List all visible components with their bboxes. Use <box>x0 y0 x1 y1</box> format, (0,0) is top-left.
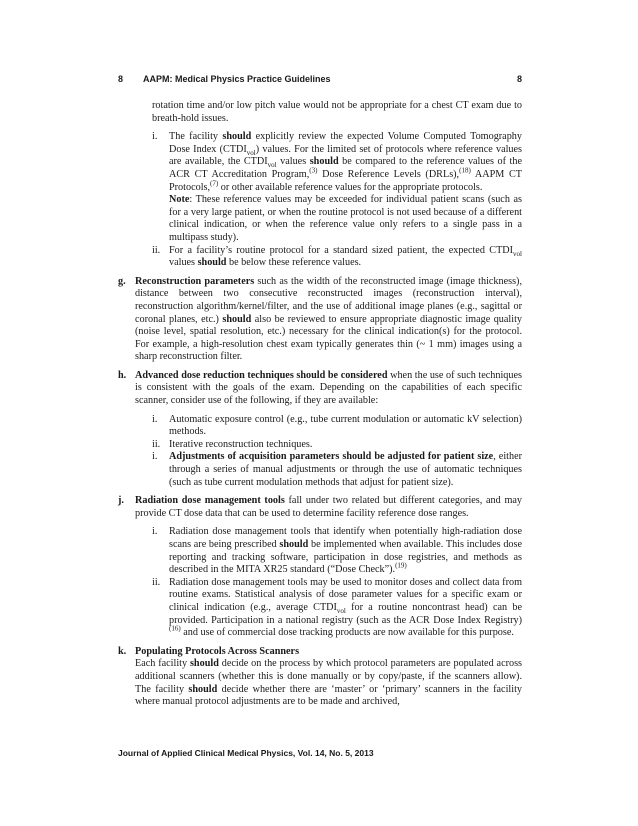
subitem-f-ii <box>118 245 522 270</box>
running-header <box>118 74 522 86</box>
paragraph: Each facility should decide on the process by which protocol parameters are populated across additional scanners (whether this is done manually or by copy/paste, if the scanners allow). The facility should decide whether there are ‘master’ or ‘primary’ scanners in the facility where manual protocol adjustments are to be made and archived, <box>135 658 523 708</box>
paragraph: Iterative reconstruction techniques. <box>169 438 313 450</box>
journal-footer: Journal of Applied Clinical Medical Physics, Vol. 14, No. 5, 2013 <box>118 748 374 758</box>
section-marker: g. <box>118 275 126 287</box>
marker: ii. <box>152 244 161 256</box>
paragraph: Radiation dose management tools may be used to monitor doses and collect data from routine exams. Statistical analysis of dose parameter values for a specific exam or clinical indication (e.g., average $CTDI_{vol}$ for a routine noncontrast head) can be provided. Participation in a national registry (such as the ACR Dose Index Registry)$^{(16)}$ and use of commercial dose tracking products are now available for this purpose. <box>169 576 522 639</box>
subitem-j-ii <box>135 577 522 640</box>
paragraph: The facility should explicitly review the expected Volume Computed Tomography Dose Index $(CTDI_{vol})$ values. For the limited set of protocols where reference values are available, the $CTDI_{vol}$ values should be compared to the reference values of the ACR CT Accreditation Program,$^{(3)}$ Dose Reference Levels (DRLs),$^{(18)}$ AAPM CT Protocols,$^{(7)}$ or other available reference values for the appropriate protocols. <box>169 131 522 193</box>
note-paragraph: Note: These reference values may be exceeded for individual patient scans (such as for a very large patient, or when the routine protocol is not used because of a different clinical indication, or when the reference value only refers to a single pass in a multipass study). <box>169 194 522 243</box>
section-heading: Populating Protocols Across Scanners <box>135 645 300 657</box>
section-j <box>118 495 522 640</box>
paragraph: For a facility’s routine protocol for a standard sized patient, the expected $CTDI_{vol}$ values should be below these reference values. <box>169 244 522 269</box>
subitem-h-2 <box>135 439 522 452</box>
marker: i. <box>152 451 158 463</box>
marker: i. <box>152 413 158 425</box>
subitem-f-i <box>118 131 522 244</box>
section-k <box>118 646 522 709</box>
paragraph: Advanced dose reduction techniques should be considered when the use of such techniques is consistent with the goals of the exam. Depending on the capabilities of each specific scanner, consider use of the following, if they are available: <box>135 369 522 407</box>
running-title: AAPM: Medical Physics Practice Guidelines <box>143 74 331 84</box>
section-marker: k. <box>118 645 127 657</box>
paragraph: Automatic exposure control (e.g., tube current modulation or automatic kV selection) methods. <box>169 413 522 438</box>
section-g <box>118 276 522 364</box>
marker: ii. <box>152 438 161 450</box>
section-h <box>118 370 522 489</box>
paragraph: Reconstruction parameters such as the width of the reconstructed image (image thickness), distance between two consecutive reconstructed images (reconstruction interval), reconstruction algorithm/kernel/filter, and the use of additional image planes (e.g., sagittal or coronal planes, etc.) should also be reviewed to ensure appropriate diagnostic image quality (noise level, spatial resolution, etc.) necessary for the clinical indication(s) for the protocol. For example, a high-resolution chest exam typically generates thin (~ 1 mm) images using a sharp reconstruction filter. <box>135 275 522 363</box>
page-number-left: 8 <box>118 74 124 84</box>
subitem-j-i <box>135 526 522 576</box>
page-number-right: 8 <box>516 74 522 84</box>
subitem-h-1 <box>135 414 522 439</box>
paragraph: Adjustments of acquisition parameters should be adjusted for patient size, either through a series of manual adjustments or through the use of automatic techniques (such as tube current modulation methods that adjust for patient size). <box>169 451 522 488</box>
paragraph: Radiation dose management tools that identify when potentially high-radiation dose scans are being prescribed should be implemented when available. This includes dose reporting and tracking software, participation in dose registries, and methods as described in the MITA XR25 standard (“Dose Check”).$^{(19)}$ <box>169 526 522 576</box>
section-marker: j. <box>118 495 124 507</box>
subitem-h-3 <box>135 451 522 489</box>
marker: i. <box>152 131 158 143</box>
body-text <box>118 100 522 709</box>
marker: i. <box>152 526 158 538</box>
paragraph: Radiation dose management tools fall under two related but different categories, and may provide CT dose data that can be used to determine facility reference dose ranges. <box>135 495 522 519</box>
marker: ii. <box>152 576 161 588</box>
intro-continuation: rotation time and/or low pitch value would not be appropriate for a chest CT exam due to breath-hold issues. <box>152 100 522 124</box>
section-marker: h. <box>118 369 127 381</box>
